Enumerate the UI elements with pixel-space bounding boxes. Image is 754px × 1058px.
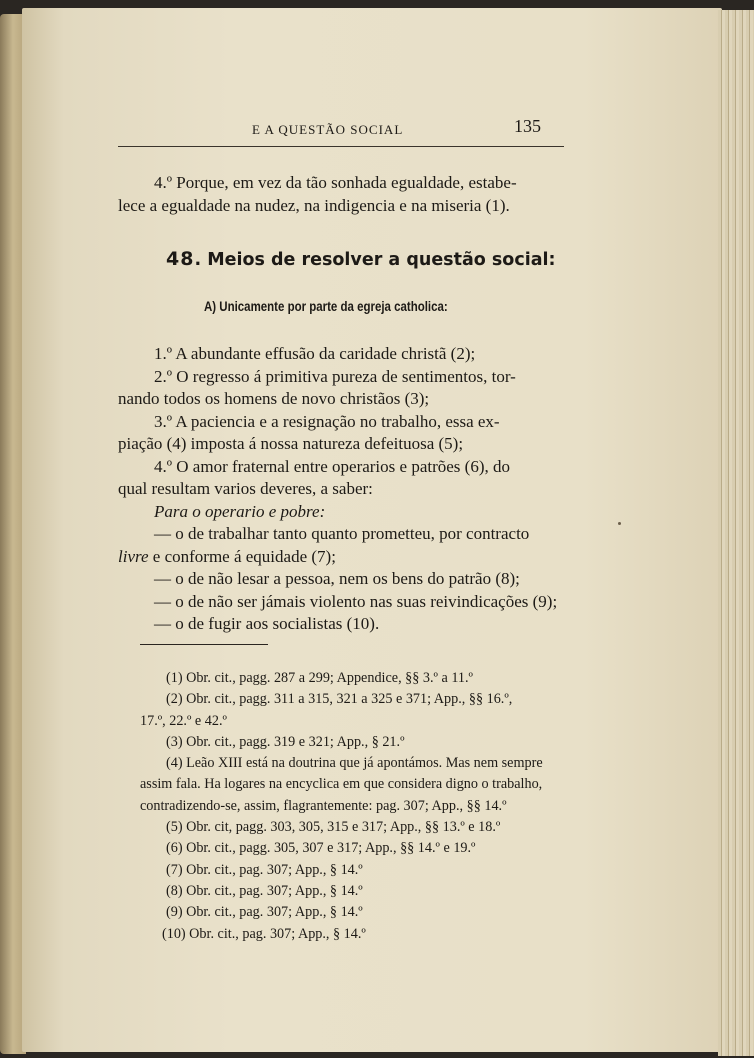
footnote-9: (9) Obr. cit., pag. 307; App., § 14.º <box>166 904 363 921</box>
subheading: A) Unicamente por parte da egreja catholica: <box>204 298 448 314</box>
item-4-line-2: qual resultam varios deveres, a saber: <box>118 479 373 498</box>
duty-1-line-1: — o de trabalhar tanto quanto prometteu, por contracto <box>154 524 530 543</box>
footnote-1: (1) Obr. cit., pagg. 287 a 299; Appendice, §§ 3.º a 11.º <box>166 670 473 686</box>
section-number: 48 <box>166 248 195 270</box>
items-list <box>118 343 566 636</box>
footnote-4-cont-2: contradizendo-se, assim, flagrantemente: pag. 307; App., §§ 14.º <box>140 797 507 814</box>
intro-line-2: lece a egualdade na nudez, na indigencia e na miseria (1). <box>118 195 510 215</box>
duty-1-rest: e conforme á equidade (7); <box>148 546 336 566</box>
section-title: . Meios de resolver a questão social: <box>194 250 556 270</box>
book-page <box>22 8 722 1052</box>
footnote-2: (2) Obr. cit., pagg. 311 a 315, 321 a 325 e 371; App., §§ 16.º, <box>166 691 513 708</box>
footnote-3: (3) Obr. cit., pagg. 319 e 321; App., § 21.º <box>166 733 405 750</box>
duty-1-italic: livre <box>118 546 149 566</box>
intro-paragraph <box>118 172 566 217</box>
item-3-line-1: 3.º A paciencia e a resignação no trabalho, essa ex- <box>154 411 500 431</box>
item-4-line-1: 4.º O amor fraternal entre operarios e patrões (6), do <box>154 456 510 476</box>
section-heading <box>166 248 556 270</box>
footnote-5: (5) Obr. cit, pagg. 303, 305, 315 e 317; App., §§ 13.º e 18.º <box>166 819 501 836</box>
header-rule <box>118 146 564 147</box>
footnote-2-cont: 17.º, 22.º e 42.º <box>140 712 227 729</box>
item-2-line-2: nando todos os homens de novo christãos (3); <box>118 389 430 408</box>
duty-4: — o de fugir aos socialistas (10). <box>154 614 380 633</box>
footnote-7: (7) Obr. cit., pag. 307; App., § 14.º <box>166 861 363 878</box>
footnote-8: (8) Obr. cit., pag. 307; App., § 14.º <box>166 882 363 899</box>
page-stack-edge <box>718 10 754 1056</box>
running-head: E A QUESTÃO SOCIAL <box>252 122 404 137</box>
footnote-6: (6) Obr. cit., pagg. 305, 307 e 317; App., §§ 14.º e 19.º <box>166 840 476 857</box>
footnote-rule <box>140 644 268 645</box>
item-3-line-2: piação (4) imposta á nossa natureza defeituosa (5); <box>118 434 464 453</box>
duty-3: — o de não ser jámais violento nas suas reivindicações (9); <box>154 591 558 611</box>
footnote-4-cont-1: assim fala. Ha logares na encyclica em que considera digno o trabalho, <box>140 776 543 793</box>
ink-speck <box>618 522 621 525</box>
duty-1-line-2 <box>118 546 566 569</box>
item-1-line-1: 1.º A abundante effusão da caridade christã (2); <box>154 344 476 363</box>
item-2-line-1: 2.º O regresso á primitiva pureza de sentimentos, tor- <box>154 366 516 386</box>
intro-line-1: 4.º Porque, em vez da tão sonhada egualdade, estabe- <box>154 173 517 192</box>
page-number: 135 <box>514 116 541 136</box>
duties-heading: Para o operario e pobre: <box>154 501 326 521</box>
footnote-10: (10) Obr. cit., pag. 307; App., § 14.º <box>162 925 366 942</box>
footnote-4: (4) Leão XIII está na doutrina que já apontámos. Mas nem sempre <box>166 755 543 772</box>
duty-2: — o de não lesar a pessoa, nem os bens do patrão (8); <box>154 569 520 588</box>
footnotes <box>140 668 570 945</box>
